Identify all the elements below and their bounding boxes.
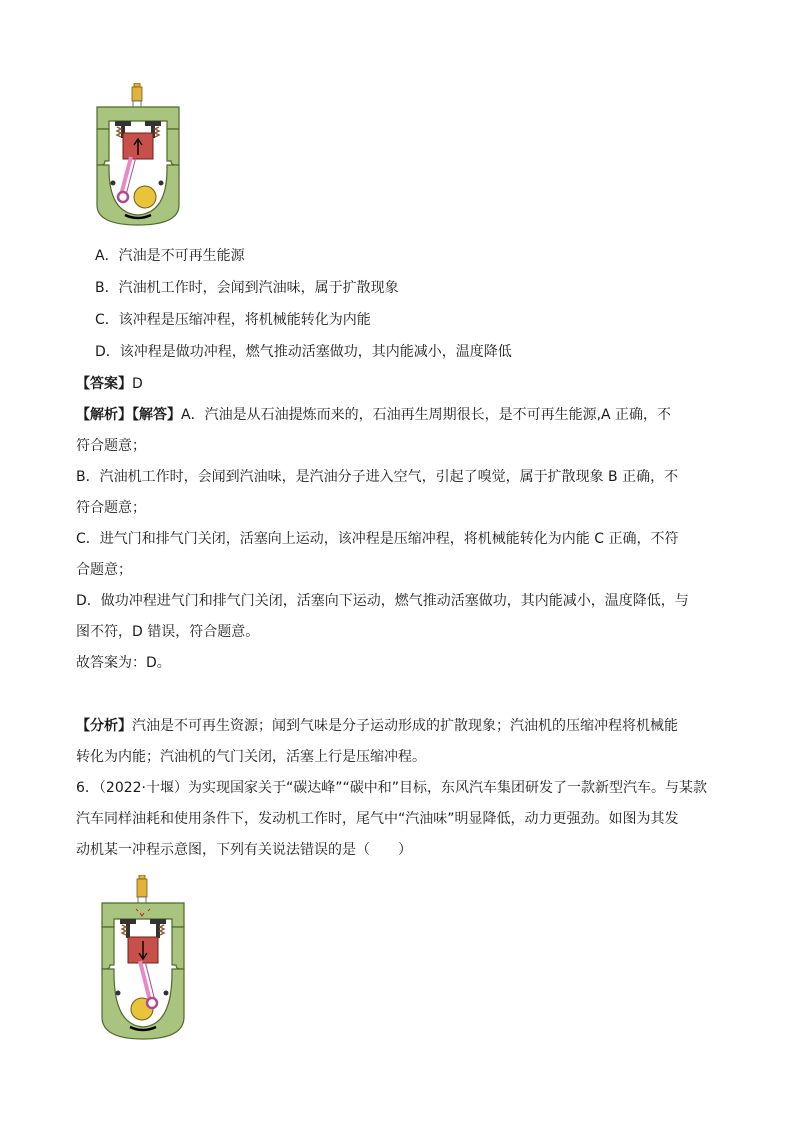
cylinder-head (97, 107, 179, 129)
fenxi-tag: 【分析】 (76, 718, 132, 734)
cylinder-wall (102, 927, 114, 969)
question-6-line-2: 汽车同样油耗和使用条件下，发动机工作时，尾气中“汽油味”明显降低，动力更强劲。如图为其发 (76, 811, 679, 827)
solution-tag: 【解答】 (132, 407, 181, 423)
answer-tag: 【答案】 (76, 376, 132, 392)
connecting-rod (140, 961, 150, 1001)
engine-diagram-power (98, 875, 188, 1041)
option-c: C．该冲程是压缩冲程，将机械能转化为内能 (95, 312, 371, 328)
question-6-line-1: 6．（2022·十堰）为实现国家关于“碳达峰”“碳中和”目标，东风汽车集团研发了一款新型汽车。与某款 (76, 780, 707, 796)
analysis-line-8: 图不符，D 错误，符合题意。 (76, 624, 260, 640)
analysis-line-4: 符合题意； (76, 500, 146, 516)
cylinder-wall (97, 129, 109, 165)
fenxi-line-1: 【分析】汽油是不可再生资源；闻到气味是分子运动形成的扩散现象；汽油机的压缩冲程将机械能 (76, 718, 678, 734)
final-answer-line: 故答案为：D。 (76, 655, 171, 671)
connecting-rod (121, 157, 131, 195)
spark-plug (139, 875, 145, 879)
option-b: B．汽油机工作时，会闻到汽油味，属于扩散现象 (95, 280, 399, 296)
analysis-tag: 【解析】 (76, 407, 132, 423)
answer-value: D (132, 376, 143, 392)
analysis-line-7: D．做功冲程进气门和排气门关闭，活塞向下运动，燃气推动活塞做功，其内能减小，温度降低，与 (76, 593, 689, 609)
answer-line (76, 374, 143, 394)
fenxi-line-2: 转化为内能；汽油机的气门关闭，活塞上行是压缩冲程。 (76, 749, 426, 765)
option-d: D．该冲程是做功冲程，燃气推动活塞做功，其内能减小，温度降低 (95, 344, 512, 360)
crank-wheel (134, 186, 156, 208)
question-6-line-3: 动机某一冲程示意图，下列有关说法错误的是（ ） (76, 842, 412, 858)
analysis-line-3: B．汽油机工作时，会闻到汽油味，是汽油分子进入空气，引起了嗅觉，属于扩散现象 B 正确，不 (76, 469, 679, 485)
engine-diagram-compression (93, 83, 183, 227)
analysis-line-5: C．进气门和排气门关闭，活塞向上运动，该冲程是压缩冲程，将机械能转化为内能 C 正确，不符 (76, 531, 679, 547)
analysis-line-6: 合题意； (76, 562, 132, 578)
analysis-line-1: 【解析】【解答】A．汽油是从石油提炼而来的，石油再生周期很长，是不可再生能源,A 正确，不 (76, 407, 672, 423)
option-a: A．汽油是不可再生能源 (95, 248, 245, 264)
spark-plug (134, 83, 140, 87)
analysis-line-2: 符合题意； (76, 438, 146, 454)
